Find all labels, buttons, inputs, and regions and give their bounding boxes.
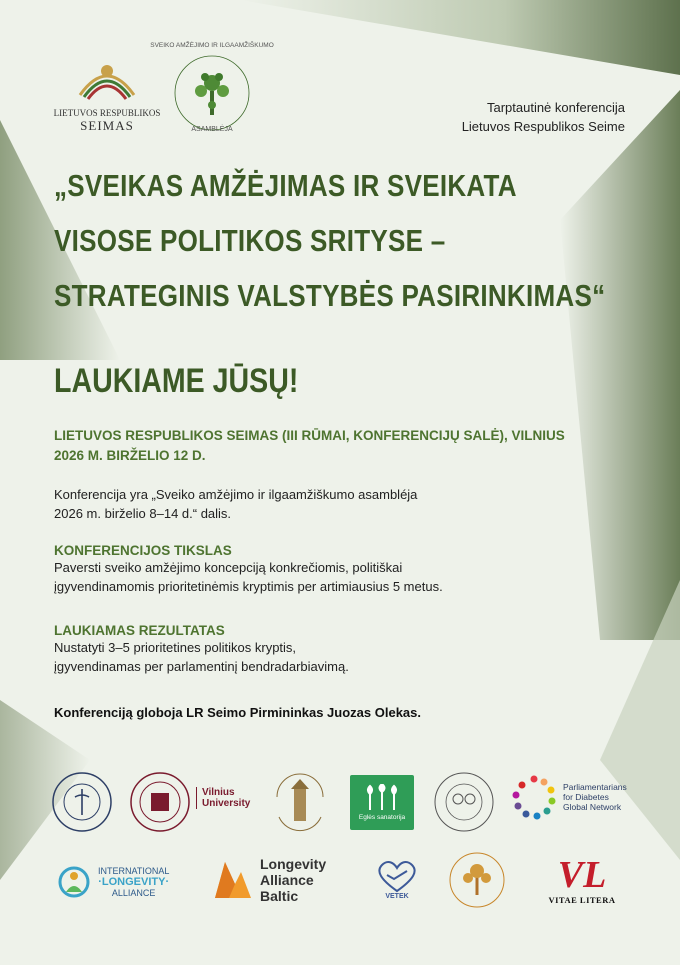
goal-heading: KONFERENCIJOS TIKSLAS: [54, 543, 232, 558]
header-right: [365, 98, 625, 136]
intro-text: [54, 485, 614, 523]
header-right-line2: Lietuvos Respublikos Seime: [461, 119, 625, 134]
seimas-logo-line2: SEIMAS: [80, 118, 134, 133]
vu-seal-icon: [129, 771, 191, 833]
vitae-label: VITAE LITERA: [548, 895, 616, 905]
egles-label: Eglės sanatorija: [358, 814, 406, 821]
vu-line1: Vilnius: [202, 787, 235, 798]
pdgn-line1: Parliamentarians: [563, 782, 627, 792]
intro-line2: 2026 m. birželio 8–14 d.“ dalis.: [54, 506, 232, 521]
lab-mountain-icon: [211, 854, 253, 904]
pdgn-ring-icon: [511, 774, 557, 820]
goal-section: [54, 543, 614, 596]
doctors-seal-icon: [433, 771, 495, 833]
goal-line2: įgyvendinamomis prioritetinėmis kryptimis per artimiausius 5 metus.: [54, 579, 443, 594]
vitae-litera-logo: [532, 850, 632, 910]
vilnius-university-text: [196, 787, 250, 809]
ila-text: [98, 866, 169, 899]
venue: [54, 426, 614, 466]
intro-line1: Konferencija yra „Sveiko amžėjimo ir ilgaamžiškumo asambléja: [54, 487, 418, 502]
ila-line1: INTERNATIONAL: [98, 866, 170, 876]
pdgn-line3: Global Network: [563, 802, 622, 812]
title-line1: „SVEIKAS AMŽĖJIMAS IR SVEIKATA: [54, 168, 517, 203]
academy-building-icon: [267, 767, 333, 833]
result-heading: LAUKIAMAS REZULTATAS: [54, 623, 225, 638]
lab-text: [260, 856, 326, 904]
egles-tree-icon: [364, 784, 400, 812]
vitae-mark: VL: [557, 854, 607, 896]
pdgn-line2: for Diabetes: [563, 792, 609, 802]
goal-line1: Paversti sveiko amžėjimo koncepciją konkrečiomis, politiškai: [54, 560, 403, 575]
pdgn-text: [563, 782, 627, 812]
ila-figure-icon: [54, 864, 94, 900]
lab-line1: Longevity: [260, 856, 327, 872]
ila-line3: ALLIANCE: [111, 888, 156, 898]
academy-logo: [265, 765, 335, 835]
result-section: [54, 623, 614, 676]
patron-text: Konferenciją globoja LR Seimo Pirmininkas Juozas Olekas.: [54, 705, 421, 720]
result-line1: Nustatyti 3–5 prioritetines politikos kryptis,: [54, 640, 297, 655]
seimas-logo-line1: LIETUVOS RESPUBLIKOS: [53, 108, 161, 118]
ambassador-logo: [447, 850, 507, 910]
header-right-line1: Tarptautinė konferencija: [486, 100, 625, 115]
vu-line2: University: [202, 798, 251, 809]
venue-line2: 2026 M. BIRŽELIO 12 D.: [54, 448, 206, 463]
welcome-heading: LAUKIAME JŪSŲ!: [54, 362, 299, 400]
university-seal-icon: [51, 771, 113, 833]
seimas-emblem-icon: [72, 55, 142, 103]
ila-emblem: [52, 862, 96, 902]
vetek-logo: [365, 852, 429, 907]
egles-logo: [350, 775, 414, 830]
assembly-tree-icon: [172, 53, 252, 133]
seimas-gydytoju-logo: [432, 770, 496, 834]
vilnius-university-seal: [128, 770, 192, 834]
vetek-heart-icon: [374, 859, 420, 893]
ila-line2: ·LONGEVITY·: [98, 876, 170, 888]
result-line2: įgyvendinamas per parlamentinį bendradarbiavimą.: [54, 659, 349, 674]
lab-line2: Alliance: [260, 872, 314, 888]
lsmu-logo: [50, 770, 114, 834]
title-line3: STRATEGINIS VALSTYBĖS PASIRINKIMAS“: [54, 278, 606, 313]
venue-line1: LIETUVOS RESPUBLIKOS SEIMAS (III RŪMAI, KONFERENCIJŲ SALĖ), VILNIUS: [54, 428, 565, 443]
lab-line3: Baltic: [260, 888, 299, 904]
title-line2: VISOSE POLITIKOS SRITYSE –: [54, 223, 446, 258]
assembly-logo: [150, 42, 274, 133]
seimas-logo: [52, 55, 162, 135]
assembly-logo-top: SVEIKO AMŽĖJIMO IR ILGAAMŽIŠKUMO: [150, 42, 274, 49]
assembly-logo-bottom: ASAMBLĖJA: [191, 126, 233, 133]
pdgn-logo: [510, 773, 558, 821]
lab-emblem: [210, 853, 254, 905]
ambassador-seal-icon: [448, 851, 506, 909]
vetek-label: VETEK: [385, 893, 409, 900]
